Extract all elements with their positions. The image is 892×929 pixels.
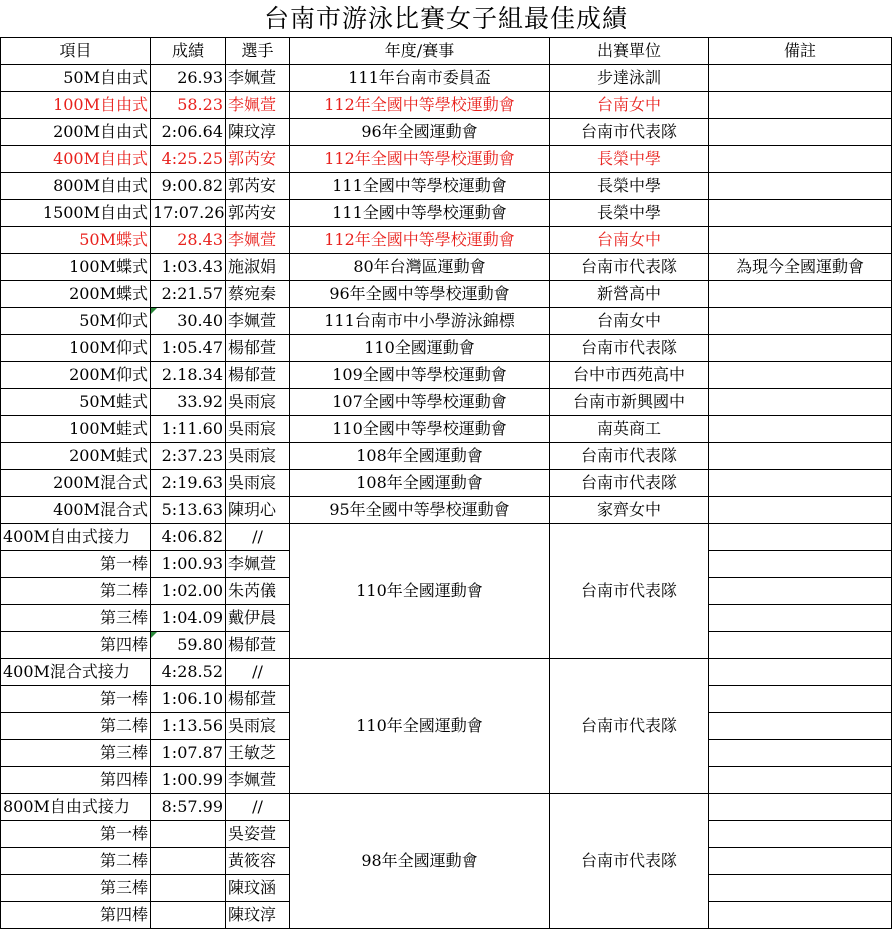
leg-time-cell: 1:00.99 [151,767,226,794]
note-cell [709,794,892,821]
note-cell [709,524,892,551]
swimmer-cell: 吳雨宸 [226,443,290,470]
leg-label-cell: 第一棒 [1,686,151,713]
leg-time-cell [151,848,226,875]
time-cell: 33.92 [151,389,226,416]
note-cell [709,173,892,200]
relay-event-cell: 400M混合式接力 [1,659,151,686]
event-cell: 400M混合式 [1,497,151,524]
ditto-cell: // [226,794,290,821]
relay-meet-cell: 110年全國運動會 [290,524,550,659]
team-cell: 台南市代表隊 [550,254,709,281]
time-cell: 5:13.63 [151,497,226,524]
ditto-cell: // [226,659,290,686]
record-row [1,416,892,443]
note-cell [709,200,892,227]
event-cell: 50M仰式 [1,308,151,335]
event-cell: 1500M自由式 [1,200,151,227]
note-cell [709,632,892,659]
time-cell: 1:03.43 [151,254,226,281]
leg-swimmer-cell: 吳雨宸 [226,713,290,740]
event-cell: 200M混合式 [1,470,151,497]
swimmer-cell: 陳玟淳 [226,119,290,146]
team-cell: 家齊女中 [550,497,709,524]
team-cell: 台南女中 [550,227,709,254]
swimmer-cell: 李姵萱 [226,92,290,119]
leg-swimmer-cell: 李姵萱 [226,551,290,578]
relay-time-cell: 4:06.82 [151,524,226,551]
leg-time-cell [151,821,226,848]
event-cell: 200M仰式 [1,362,151,389]
note-cell [709,470,892,497]
time-cell: 17:07.26 [151,200,226,227]
record-row [1,362,892,389]
record-row [1,389,892,416]
meet-cell: 110全國中等學校運動會 [290,416,550,443]
meet-cell: 112年全國中等學校運動會 [290,146,550,173]
leg-label-cell: 第四棒 [1,632,151,659]
record-row [1,92,892,119]
leg-swimmer-cell: 陳玟淳 [226,902,290,929]
team-cell: 新營高中 [550,281,709,308]
leg-swimmer-cell: 朱芮儀 [226,578,290,605]
meet-cell: 95年全國中等學校運動會 [290,497,550,524]
swimmer-cell: 李姵萱 [226,65,290,92]
record-row [1,200,892,227]
leg-label-cell: 第三棒 [1,740,151,767]
relay-team-cell: 台南市代表隊 [550,659,709,794]
note-cell [709,335,892,362]
leg-swimmer-cell: 戴伊晨 [226,605,290,632]
sheet-title: 台南市游泳比賽女子組最佳成績 [263,4,628,33]
swimmer-cell: 楊郁萱 [226,362,290,389]
leg-time-cell: 1:06.10 [151,686,226,713]
swimmer-cell: 施淑娟 [226,254,290,281]
leg-label-cell: 第四棒 [1,902,151,929]
note-cell [709,821,892,848]
team-cell: 台南女中 [550,308,709,335]
team-cell: 長榮中學 [550,146,709,173]
team-cell: 步達泳訓 [550,65,709,92]
time-cell: 2:21.57 [151,281,226,308]
swimmer-cell: 吳雨宸 [226,416,290,443]
records-table [0,37,892,929]
header-team: 出賽單位 [550,38,709,65]
team-cell: 台南市代表隊 [550,470,709,497]
time-cell: 26.93 [151,65,226,92]
note-cell [709,92,892,119]
event-cell: 100M自由式 [1,92,151,119]
record-row [1,119,892,146]
note-cell [709,308,892,335]
leg-label-cell: 第四棒 [1,767,151,794]
meet-cell: 107全國中等學校運動會 [290,389,550,416]
note-cell [709,362,892,389]
relay-row [1,659,892,686]
meet-cell: 110全國運動會 [290,335,550,362]
event-cell: 200M蛙式 [1,443,151,470]
note-cell [709,551,892,578]
header-meet: 年度/賽事 [290,38,550,65]
note-cell [709,389,892,416]
note-cell [709,605,892,632]
event-cell: 50M蛙式 [1,389,151,416]
time-cell: 1:11.60 [151,416,226,443]
record-row [1,470,892,497]
note-cell [709,65,892,92]
swimmer-cell: 李姵萱 [226,308,290,335]
header-swimmer: 選手 [226,38,290,65]
relay-team-cell: 台南市代表隊 [550,524,709,659]
note-cell: 為現今全國運動會 [709,254,892,281]
leg-label-cell: 第三棒 [1,605,151,632]
leg-swimmer-cell: 吳姿萱 [226,821,290,848]
leg-swimmer-cell: 王敏芝 [226,740,290,767]
relay-team-cell: 台南市代表隊 [550,794,709,929]
leg-label-cell: 第二棒 [1,713,151,740]
swimmer-cell: 郭芮安 [226,146,290,173]
note-cell [709,416,892,443]
event-cell: 100M仰式 [1,335,151,362]
leg-time-cell: 1:04.09 [151,605,226,632]
leg-swimmer-cell: 黃筱容 [226,848,290,875]
record-row [1,281,892,308]
leg-time-cell: 59.80 [151,632,226,659]
leg-label-cell: 第二棒 [1,578,151,605]
record-row [1,146,892,173]
note-cell [709,740,892,767]
leg-swimmer-cell: 李姵萱 [226,767,290,794]
time-cell: 2:37.23 [151,443,226,470]
relay-row [1,794,892,821]
swimmer-cell: 郭芮安 [226,173,290,200]
note-cell [709,713,892,740]
time-cell: 2.18.34 [151,362,226,389]
time-cell: 2:06.64 [151,119,226,146]
record-row [1,254,892,281]
meet-cell: 111年台南市委員盃 [290,65,550,92]
note-cell [709,497,892,524]
time-cell: 1:05.47 [151,335,226,362]
swimmer-cell: 楊郁萱 [226,335,290,362]
relay-meet-cell: 110年全國運動會 [290,659,550,794]
meet-cell: 111台南市中小學游泳錦標 [290,308,550,335]
meet-cell: 108年全國運動會 [290,443,550,470]
leg-swimmer-cell: 陳玟涵 [226,875,290,902]
relay-event-cell: 800M自由式接力 [1,794,151,821]
event-cell: 100M蛙式 [1,416,151,443]
note-cell [709,767,892,794]
time-cell: 2:19.63 [151,470,226,497]
meet-cell: 109全國中等學校運動會 [290,362,550,389]
note-cell [709,281,892,308]
leg-time-cell: 1:02.00 [151,578,226,605]
team-cell: 台南市代表隊 [550,335,709,362]
record-row [1,65,892,92]
time-cell: 4:25.25 [151,146,226,173]
ditto-cell: // [226,524,290,551]
team-cell: 長榮中學 [550,200,709,227]
note-cell [709,875,892,902]
meet-cell: 108年全國運動會 [290,470,550,497]
record-row [1,173,892,200]
time-cell: 28.43 [151,227,226,254]
header-event: 項目 [1,38,151,65]
team-cell: 台南女中 [550,92,709,119]
record-row [1,335,892,362]
header-row [1,38,892,65]
swimmer-cell: 郭芮安 [226,200,290,227]
swimmer-cell: 李姵萱 [226,227,290,254]
note-cell [709,443,892,470]
meet-cell: 96年全國運動會 [290,119,550,146]
note-cell [709,146,892,173]
note-cell [709,848,892,875]
swimmer-cell: 蔡宛秦 [226,281,290,308]
relay-row [1,524,892,551]
meet-cell: 111全國中等學校運動會 [290,200,550,227]
relay-time-cell: 4:28.52 [151,659,226,686]
event-cell: 200M自由式 [1,119,151,146]
relay-time-cell: 8:57.99 [151,794,226,821]
time-cell: 30.40 [151,308,226,335]
leg-time-cell [151,875,226,902]
leg-label-cell: 第一棒 [1,821,151,848]
note-cell [709,659,892,686]
meet-cell: 112年全國中等學校運動會 [290,92,550,119]
record-row [1,497,892,524]
header-time: 成績 [151,38,226,65]
record-row [1,227,892,254]
leg-label-cell: 第一棒 [1,551,151,578]
header-note: 備註 [709,38,892,65]
relay-meet-cell: 98年全國運動會 [290,794,550,929]
team-cell: 台中市西苑高中 [550,362,709,389]
event-cell: 400M自由式 [1,146,151,173]
event-cell: 800M自由式 [1,173,151,200]
leg-label-cell: 第二棒 [1,848,151,875]
note-cell [709,902,892,929]
team-cell: 台南市新興國中 [550,389,709,416]
swimmer-cell: 陳玥心 [226,497,290,524]
team-cell: 台南市代表隊 [550,443,709,470]
event-cell: 100M蝶式 [1,254,151,281]
leg-time-cell: 1:00.93 [151,551,226,578]
team-cell: 台南市代表隊 [550,119,709,146]
meet-cell: 96年全國中等學校運動會 [290,281,550,308]
leg-time-cell: 1:07.87 [151,740,226,767]
note-cell [709,227,892,254]
leg-swimmer-cell: 楊郁萱 [226,632,290,659]
meet-cell: 112年全國中等學校運動會 [290,227,550,254]
leg-time-cell [151,902,226,929]
relay-event-cell: 400M自由式接力 [1,524,151,551]
record-row [1,308,892,335]
time-cell: 9:00.82 [151,173,226,200]
team-cell: 長榮中學 [550,173,709,200]
leg-swimmer-cell: 楊郁萱 [226,686,290,713]
record-row [1,443,892,470]
meet-cell: 111全國中等學校運動會 [290,173,550,200]
note-cell [709,686,892,713]
event-cell: 50M自由式 [1,65,151,92]
event-cell: 200M蝶式 [1,281,151,308]
swimmer-cell: 吳雨宸 [226,389,290,416]
note-cell [709,578,892,605]
swimmer-cell: 吳雨宸 [226,470,290,497]
leg-label-cell: 第三棒 [1,875,151,902]
time-cell: 58.23 [151,92,226,119]
leg-time-cell: 1:13.56 [151,713,226,740]
note-cell [709,119,892,146]
meet-cell: 80年台灣區運動會 [290,254,550,281]
team-cell: 南英商工 [550,416,709,443]
event-cell: 50M蝶式 [1,227,151,254]
